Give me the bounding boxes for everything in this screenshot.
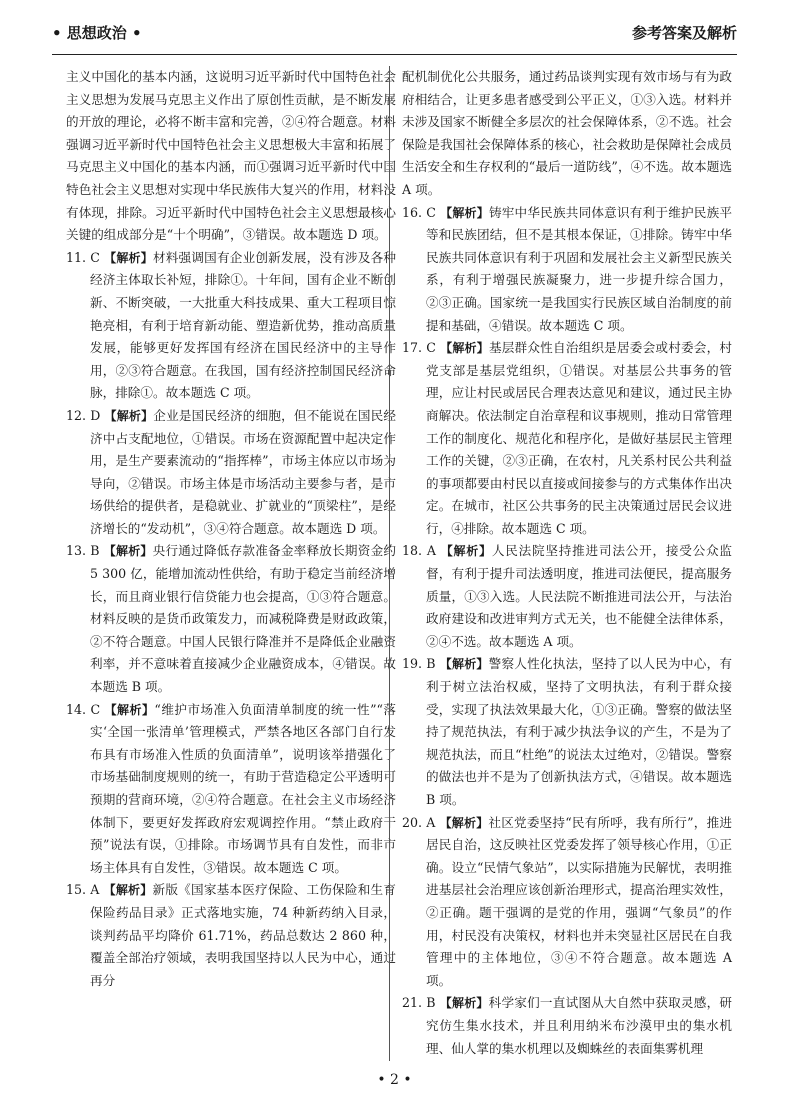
- analysis-tag: 【解析】: [440, 205, 489, 220]
- answer-text: 央行通过降低存款准备金率释放长期资金约 5 300 亿，能增加流动性供给，有助于稳定当前经济增长，而且商业银行信贷能力也会提高，①③符合题意。材料反映的是货币政策发力，而减税降费是财政政策，②不符合题意。中国人民银行降准并不是降低企业融资利率，并不意味着直接减少企业融资成本，④错误。故本题选 B 项。: [90, 543, 396, 695]
- answer-text: 材料强调国有企业创新发展，没有涉及各种经济主体取长补短，排除①。十年间，国有企业不断创新、不断突破，一大批重大科技成果、重大工程项目惊艳亮相，有利于培育新动能、塑造新优势，推动高质量发展，能够更好发挥国有经济在国民经济中的主导作用，②③符合题意。在我国，国有经济控制国民经济命脉，排除①。故本题选 C 项。: [90, 249, 396, 401]
- analysis-tag: 【解析】: [439, 657, 489, 672]
- answer-text: 社区党委坚持“民有所呼，我有所行”，推进居民自治，这反映社区党委发挥了领导核心作用，①正确。设立“民情气象站”，以实际措施为民解忧，表明推进基层社会治理应该创新治理形式，提高治理实效性，②正确。题干强调的是党的作用，强调“气象员”的作用，村民没有决策权，材料也并未突显社区居民在自我管理中的主体地位，③④不符合题意。故本题选 A 项。: [426, 814, 732, 988]
- answer-number: 18. A: [402, 543, 436, 559]
- continued-paragraph: 配机制优化公共服务，通过药品谈判实现有效市场与有为政府相结合，让更多患者感受到公平正义，①③入选。材料并未涉及国家不断健全多层次的社会保障体系，②不选。社会保险是我国社会保障体系的核心，社会救助是保障社会成员生活安全和生存权利的“最后一道防线”，④不选。故本题选 A 项。: [402, 69, 732, 197]
- answer-text: 基层群众性自治组织是居委会或村委会，村党支部是基层党组织，①错误。对基层公共事务的管理，应让村民或居民合理表达意见和建议，通过民主协商解决。依法制定自治章程和议事规则，推动日常管理工作的制度化、规范化和程序化，是做好基层民主管理工作的关键，②③正确，在农村，凡关系村民公共利益的事项都要由村民以直接或间接参与的方式集体作出决定。在城市，社区公共事务的民主决策通过居民会议进行，④排除。故本题选 C 项。: [426, 340, 732, 536]
- answer-item-18: [402, 540, 732, 653]
- answer-text: 新版《国家基本医疗保险、工伤保险和生育保险药品目录》正式落地实施，74 种新药纳入目录，谈判药品平均降价 61.71%，药品总数达 2 860 种，覆盖全部治疗领域，表明我国坚持以人民为中心，通过再分: [90, 882, 396, 988]
- answer-text: 铸牢中华民族共同体意识有利于维护民族平等和民族团结，但不是其根本保证，①排除。铸牢中华民族共同体意识有利于巩固和发展社会主义新型民族关系，有利于增强民族凝聚力，进一步提升综合国力，②③正确。国家统一是我国实行民族区域自治制度的前提和基础，④错误。故本题选 C 项。: [426, 204, 732, 333]
- analysis-tag: 【解析】: [104, 250, 153, 265]
- answer-item-21: [402, 992, 732, 1060]
- column-divider: [389, 66, 390, 1061]
- answer-item-12: [66, 405, 396, 541]
- analysis-tag: 【解析】: [440, 544, 492, 559]
- answer-item-20: [402, 812, 732, 993]
- analysis-tag: 【解析】: [439, 815, 489, 830]
- subject-label: • 思想政治 •: [52, 24, 142, 42]
- answer-item-14: [66, 699, 396, 880]
- header-rule: [52, 54, 737, 55]
- answer-item-16: [402, 202, 732, 338]
- section-title: 参考答案及解析: [631, 24, 737, 42]
- answer-number: 11. C: [66, 249, 100, 265]
- page-number: • 2 •: [377, 1072, 412, 1088]
- right-column: [402, 66, 732, 1060]
- answer-number: 17. C: [402, 340, 436, 356]
- analysis-tag: 【解析】: [104, 702, 155, 717]
- page-header: [52, 18, 737, 46]
- answer-number: 14. C: [66, 701, 101, 717]
- answer-text: 警察人性化执法，坚持了以人民为中心，有利于树立法治权威，坚持了文明执法，有利于群众接受，实现了执法效果最大化，①③正确。警察的做法坚持了规范执法，有利于减少执法争议的产生，不是为了规范执法，而且“杜绝”的说法太过绝对，②错误。警察的做法也并不是为了创新执法方式，④错误。故本题选 B 项。: [426, 656, 732, 807]
- answer-number: 13. B: [66, 543, 100, 559]
- analysis-tag: 【解析】: [104, 408, 154, 423]
- answer-number: 16. C: [402, 204, 436, 220]
- answer-text: “维护市场准入负面清单制度的统一性”“落实‘全国一张清单’管理模式，严禁各地区各部门自行发布具有市场准入性质的负面清单”，说明该举措强化了市场基础制度规则的统一，有助于营造稳定公平透明可预期的营商环境，②④符合题意。在社会主义市场经济体制下，要更好发挥政府宏观调控作用。“禁止政府干预”说法有误，①排除。市场调节具有自发性，而非市场主体具有自发性，③错误。故本题选 C 项。: [90, 701, 396, 875]
- answer-number: 19. B: [402, 656, 436, 672]
- left-column: [66, 66, 396, 992]
- answer-item-13: [66, 540, 396, 698]
- answer-number: 21. B: [402, 995, 436, 1011]
- answer-item-15: [66, 879, 396, 992]
- answer-item-17: [402, 337, 732, 540]
- analysis-tag: 【解析】: [439, 996, 489, 1011]
- answer-number: 20. A: [402, 814, 436, 830]
- analysis-tag: 【解析】: [103, 544, 153, 559]
- answer-number: 15. A: [66, 882, 100, 898]
- analysis-tag: 【解析】: [440, 341, 489, 356]
- answer-text: 人民法院坚持推进司法公开，接受公众监督，有利于提升司法透明度，推进司法便民，提高服务质量，①③入选。人民法院不断推进司法公开，与法治政府建设和改进审判方式无关，也不能健全法律体系，②④不选。故本题选 A 项。: [426, 543, 732, 649]
- answer-item-11: [66, 247, 396, 405]
- analysis-tag: 【解析】: [103, 883, 153, 898]
- continued-paragraph: 主义中国化的基本内涵，这说明习近平新时代中国特色社会主义思想为发展马克思主义作出了原创性贡献，是不断发展的开放的理论，必将不断丰富和完善，②④符合题意。材料强调习近平新时代中国特色社会主义思想极大丰富和拓展了马克思主义中国化的基本内涵，而①强调习近平新时代中国特色社会主义思想对实现中华民族伟大复兴的作用，材料没有体现，排除。习近平新时代中国特色社会主义思想最核心关键的组成部分是“十个明确”，③错误。故本题选 D 项。: [66, 69, 396, 243]
- answer-number: 12. D: [66, 407, 101, 423]
- answer-item-19: [402, 653, 732, 811]
- answer-text: 企业是国民经济的细胞，但不能说在国民经济中占支配地位，①错误。市场在资源配置中起决定作用，是生产要素流动的“指挥棒”，市场主体应以市场为导向，②错误。市场主体是市场活动主要参与者，是市场供给的提供者，是稳就业、扩就业的“顶梁柱”，是经济增长的“发动机”，③④符合题意。故本题选 D 项。: [90, 407, 396, 536]
- answer-text: 科学家们一直试图从大自然中获取灵感，研究仿生集水技术，并且利用纳米布沙漠甲虫的集水机理、仙人掌的集水机理以及蜘蛛丝的表面集雾机理: [426, 995, 732, 1056]
